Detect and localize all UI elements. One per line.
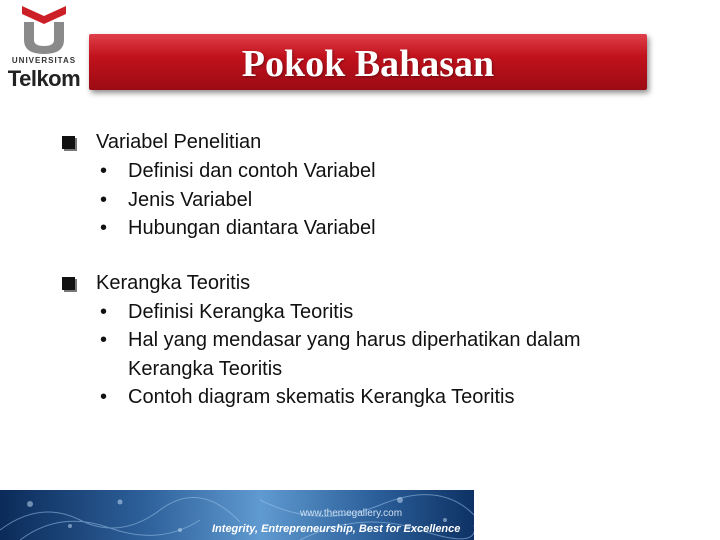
checkbox-bullet-icon [62,277,75,290]
list-item-text: Definisi Kerangka Teoritis [128,300,354,323]
list-item [62,214,682,243]
section-variabel-penelitian [62,128,682,243]
logo-universitas-text: UNIVERSITAS [11,56,77,65]
content-area [62,128,682,438]
list-item-text: Hubungan diantara Variabel [128,217,376,239]
list-item-text: Hal yang mendasar yang harus diperhatikan dalam [128,329,581,351]
footer-slogan: Integrity, Entrepreneurship, Best for Excellence [212,523,461,535]
footer-banner [0,490,474,540]
section-heading [62,128,682,157]
list-item [62,298,682,327]
bullet-list [62,157,682,243]
logo-telkom-text: Telkom [7,66,81,91]
telkom-emblem-icon [18,2,70,56]
footer-url: www.themegallery.com [300,508,403,519]
bullet-dot-icon: • [100,386,108,408]
list-item [62,157,682,186]
page-title: Pokok Bahasan [241,43,495,85]
list-item-text: Kerangka Teoritis [128,357,283,380]
list-item-text: Definisi dan contoh Variabel [128,160,376,182]
list-item-text: Jenis Variabel [128,188,253,211]
bullet-dot-icon: • [100,188,108,211]
list-item [62,326,682,355]
bullet-list [62,298,682,412]
list-item [62,383,682,412]
section-kerangka-teoritis [62,269,682,412]
university-logo [6,2,82,98]
section-heading-text: Variabel Penelitian [96,131,262,153]
title-banner [89,34,647,90]
list-item-continuation [62,355,682,384]
bullet-dot-icon: • [100,300,108,323]
list-item [62,186,682,215]
section-heading [62,269,682,298]
bullet-dot-icon: • [100,329,108,351]
bullet-dot-icon: • [100,160,108,182]
list-item-text: Contoh diagram skematis Kerangka Teoritis [128,386,515,408]
bullet-dot-icon: • [100,217,108,239]
section-heading-text: Kerangka Teoritis [96,271,251,294]
checkbox-bullet-icon [62,136,75,149]
